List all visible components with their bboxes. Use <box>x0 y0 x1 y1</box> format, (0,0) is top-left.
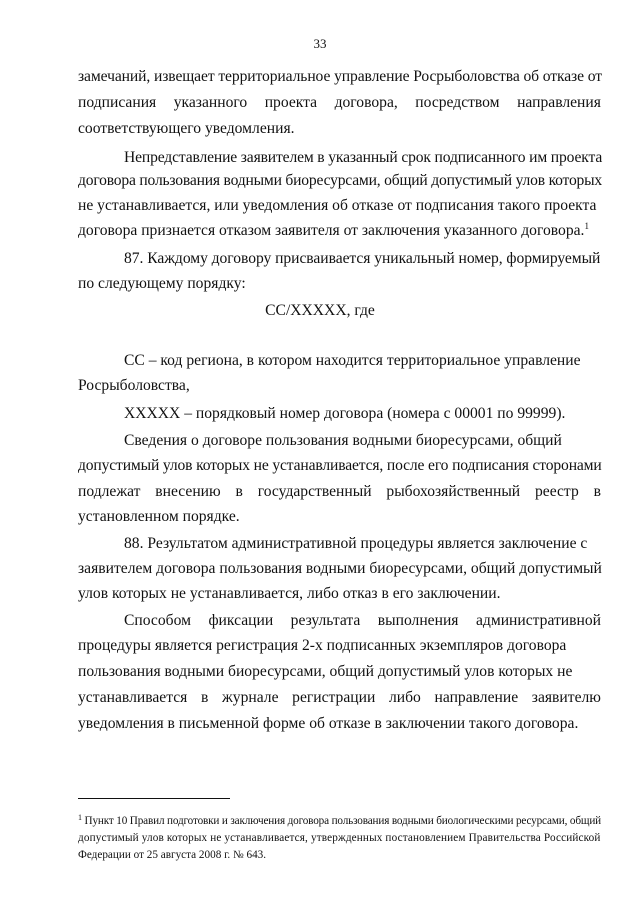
footnote-line: Федерации от 25 августа 2008 г. № 643. <box>78 849 267 861</box>
word: посредством <box>415 94 500 111</box>
footnote-number: 1 <box>78 813 82 822</box>
paragraph-line: Сведения о договоре пользования водными биоресурсами, общий <box>124 432 562 449</box>
paragraph-line: 87. Каждому договору присваивается уникальный номер, формируемый <box>124 250 601 267</box>
justified-line <box>78 689 601 707</box>
line-text: договора признается отказом заявителя от заключения указанного договора. <box>78 222 585 239</box>
footnote-separator <box>78 798 230 799</box>
paragraph-line: СС – код региона, в котором находится территориальное управление <box>124 352 581 369</box>
word: устанавливается <box>78 689 188 706</box>
paragraph-line: установленном порядке. <box>78 508 240 525</box>
paragraph-line: улов которых не устанавливается, либо отказ в его заключении. <box>78 585 501 602</box>
justified-line <box>124 612 601 630</box>
paragraph-line: ХХХХХ – порядковый номер договора (номера с 00001 по 99999). <box>124 405 566 422</box>
word: регистрации <box>292 689 376 706</box>
paragraph-line: заявителем договора пользования водными биоресурсами, общий допустимый <box>78 560 602 577</box>
footnote-line <box>78 814 601 828</box>
paragraph-line: договора пользования водными биоресурсами, общий допустимый улов которых <box>78 172 603 189</box>
word: выполнения <box>377 612 459 629</box>
paragraph-line: замечаний, извещает территориальное управление Росрыболовства об отказе от <box>78 68 602 85</box>
word: государственный <box>257 483 372 500</box>
paragraph-line: соответствующего уведомления. <box>78 120 295 137</box>
word: указанного <box>173 94 248 111</box>
paragraph-line: Непредставление заявителем в указанный срок подписанного им проекта <box>124 149 603 166</box>
justified-line <box>78 483 601 501</box>
word: в <box>200 689 209 706</box>
paragraph-line: процедуры является регистрация 2-х подписанных экземпляров договора <box>78 637 567 654</box>
footnote-line: допустимый улов которых не устанавливается, утвержденных постановлением Правительства Российской <box>78 832 601 844</box>
word: фиксации <box>208 612 274 629</box>
word: направление <box>434 689 519 706</box>
footnote-text: Пункт 10 Правил подготовки и заключения договора пользования водными биологическими ресурсами, общий <box>84 815 602 827</box>
paragraph-line-with-footnote <box>78 222 601 240</box>
paragraph-line: допустимый улов которых не устанавливается, после его подписания сторонами <box>78 457 602 474</box>
paragraph-line: уведомления в письменной форме об отказе в заключении такого договора. <box>78 715 579 732</box>
word: либо <box>388 689 421 706</box>
word: в <box>235 483 243 500</box>
paragraph-line: пользования водными биоресурсами, общий допустимый улов которых не <box>78 663 573 680</box>
word: реестр <box>534 483 579 500</box>
word: заявителю <box>531 689 601 706</box>
number-format-formula: СС/ХХХХХ, где <box>265 302 375 319</box>
paragraph-line: Росрыболовства, <box>78 377 190 394</box>
word: подписания <box>78 94 157 111</box>
word: проекта <box>264 94 318 111</box>
word: результата <box>290 612 361 629</box>
word: внесению <box>155 483 221 500</box>
paragraph-line: 88. Результатом административной процедуры является заключение с <box>124 535 588 552</box>
paragraph-line: не устанавливается, или уведомления об отказе от подписания такого проекта <box>78 197 597 214</box>
word: договора, <box>334 94 398 111</box>
page-number: 33 <box>313 36 327 51</box>
justified-line <box>78 94 601 112</box>
word: направления <box>517 94 601 111</box>
word: в <box>593 483 601 500</box>
word: Способом <box>124 612 191 629</box>
word: подлежат <box>78 483 141 500</box>
word: административной <box>475 612 601 629</box>
word: рыбохозяйственный <box>386 483 521 500</box>
footnote-reference: 1 <box>584 221 589 231</box>
word: журнале <box>222 689 279 706</box>
paragraph-line: по следующему порядку: <box>78 275 246 292</box>
